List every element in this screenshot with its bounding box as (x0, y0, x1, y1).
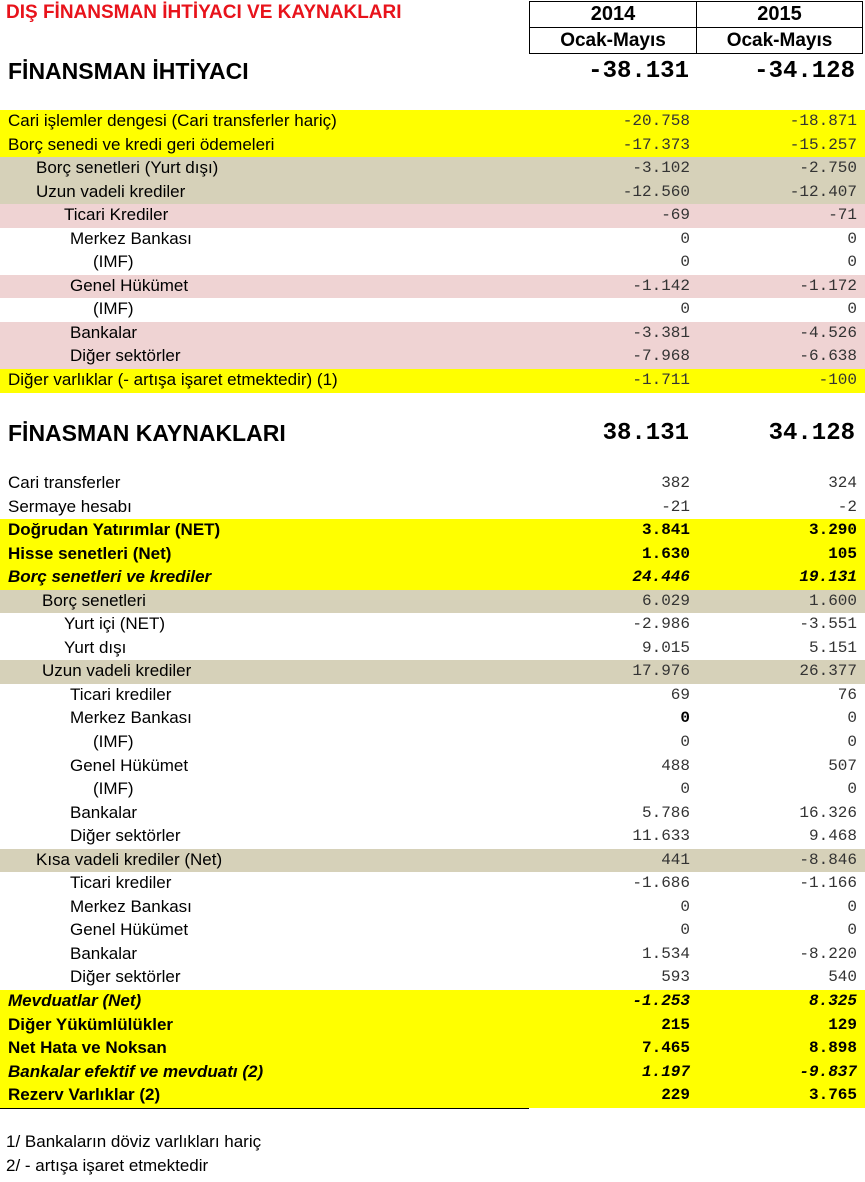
value-2014: 5.786 (641, 803, 690, 822)
value-2015: -12.407 (789, 182, 857, 201)
value-2014: -1.711 (632, 371, 690, 390)
section-total-2014: -38.131 (588, 58, 689, 85)
value-2014: 441 (661, 850, 690, 869)
column-year-2014: 2014 (529, 1, 697, 28)
footnote-2: 2/ - artışa işaret etmektedir (6, 1156, 209, 1175)
table-row (0, 802, 865, 826)
row-label: (IMF) (93, 732, 134, 752)
table-row (0, 731, 865, 755)
row-label: Net Hata ve Noksan (8, 1038, 167, 1058)
value-2014: 17.976 (632, 662, 690, 681)
section-title: FİNANSMAN İHTİYACI (8, 58, 249, 84)
value-2014: -12.560 (622, 182, 690, 201)
row-label: Genel Hükümet (70, 920, 189, 940)
value-2014: -69 (661, 206, 690, 225)
report-title: DIŞ FİNANSMAN İHTİYACI VE KAYNAKLARI (6, 2, 402, 23)
row-label: (IMF) (93, 299, 134, 319)
row-label: Bankalar efektif ve mevduatı (2) (8, 1061, 264, 1081)
value-2014: 6.029 (641, 591, 690, 610)
row-label: Cari transferler (8, 473, 121, 492)
table-row (0, 660, 865, 684)
value-2014: -7.968 (632, 347, 690, 366)
value-2015: 8.325 (808, 992, 857, 1011)
table-row (0, 1061, 865, 1085)
value-2015: 0 (847, 709, 857, 728)
value-2014: -2.986 (632, 615, 690, 634)
value-2015: 0 (847, 300, 857, 319)
value-2015: -3.551 (799, 615, 857, 634)
table-row (0, 943, 865, 967)
value-2015: -100 (818, 371, 857, 390)
value-2014: 382 (661, 474, 690, 492)
value-2014: 0 (680, 733, 690, 752)
table-row (0, 204, 865, 228)
value-2014: 0 (680, 709, 690, 728)
value-2014: 0 (680, 780, 690, 799)
value-2014: 215 (661, 1015, 690, 1034)
value-2014: -1.686 (632, 874, 690, 893)
value-2014: 1.534 (641, 944, 690, 963)
row-label: Hisse senetleri (Net) (8, 543, 172, 563)
financing-need-header (8, 58, 865, 88)
column-period-2015: Ocak-Mayıs (696, 27, 863, 54)
value-2015: -15.257 (789, 135, 857, 154)
value-2015: 105 (828, 544, 857, 563)
row-label: Genel Hükümet (70, 275, 189, 295)
financing-sources-header (8, 420, 865, 450)
table-row (0, 496, 865, 520)
table-row (0, 778, 865, 802)
footnote-divider (0, 1108, 529, 1109)
value-2015: -8.220 (799, 944, 857, 963)
row-label: Bankalar (70, 322, 138, 342)
section-total-2015: 34.128 (768, 420, 855, 447)
value-2015: 129 (828, 1015, 857, 1034)
row-label: Genel Hükümet (70, 755, 189, 775)
row-label: Bankalar (70, 802, 138, 822)
value-2014: 3.841 (641, 521, 690, 540)
value-2014: -20.758 (622, 112, 690, 130)
table-row (0, 590, 865, 614)
row-label: Doğrudan Yatırımlar (NET) (8, 520, 221, 540)
value-2014: 1.630 (641, 544, 690, 563)
value-2015: 9.468 (808, 827, 857, 846)
value-2015: 26.377 (799, 662, 857, 681)
row-label: (IMF) (93, 779, 134, 799)
value-2014: 0 (680, 921, 690, 940)
value-2014: -17.373 (622, 135, 690, 154)
value-2015: 3.290 (808, 521, 857, 540)
value-2014: 11.633 (632, 827, 690, 846)
table-row (0, 684, 865, 708)
table-row (0, 1084, 865, 1108)
table-row (0, 755, 865, 779)
value-2014: -21 (661, 497, 690, 516)
value-2015: -71 (828, 206, 857, 225)
value-2015: 5.151 (808, 638, 857, 657)
value-2015: 540 (828, 968, 857, 987)
table-row (0, 707, 865, 731)
table-row (0, 472, 865, 496)
row-label: Diğer varlıklar (- artışa işaret etmektedir) (1) (8, 370, 338, 390)
row-label: Merkez Bankası (70, 228, 192, 248)
row-label: Diğer sektörler (70, 826, 181, 846)
value-2014: 488 (661, 756, 690, 775)
row-label: Sermaye hesabı (8, 496, 132, 516)
value-2015: 0 (847, 229, 857, 248)
value-2015: -1.172 (799, 276, 857, 295)
value-2015: -6.638 (799, 347, 857, 366)
table-row (0, 228, 865, 252)
value-2015: -1.166 (799, 874, 857, 893)
row-label: Ticari krediler (70, 684, 172, 704)
value-2015: 1.600 (808, 591, 857, 610)
value-2015: -4.526 (799, 323, 857, 342)
row-label: Merkez Bankası (70, 896, 192, 916)
value-2015: 0 (847, 733, 857, 752)
table-row (0, 966, 865, 990)
value-2015: 0 (847, 897, 857, 916)
value-2015: -2 (837, 497, 857, 516)
section-title: FİNASMAN KAYNAKLARI (8, 420, 286, 446)
table-row (0, 519, 865, 543)
value-2014: 0 (680, 253, 690, 272)
value-2015: 0 (847, 253, 857, 272)
table-row (0, 1037, 865, 1061)
row-label: Mevduatlar (Net) (8, 991, 142, 1011)
row-label: Ticari krediler (70, 873, 172, 893)
table-row (0, 990, 865, 1014)
row-label: Borç senedi ve kredi geri ödemeleri (8, 134, 275, 154)
value-2014: 9.015 (641, 638, 690, 657)
table-row (0, 110, 865, 134)
value-2015: -18.871 (789, 112, 857, 130)
value-2014: 0 (680, 897, 690, 916)
table-row (0, 825, 865, 849)
value-2014: -1.142 (632, 276, 690, 295)
table-row (0, 134, 865, 158)
row-label: Rezerv Varlıklar (2) (8, 1085, 161, 1105)
table-row (0, 543, 865, 567)
row-label: Borç senetleri (42, 590, 146, 610)
row-label: Diğer sektörler (70, 967, 181, 987)
value-2014: 24.446 (632, 568, 690, 587)
financing-need-table (0, 110, 865, 393)
value-2015: -8.846 (799, 850, 857, 869)
value-2014: -3.102 (632, 159, 690, 178)
row-label: Kısa vadeli krediler (Net) (36, 849, 223, 869)
table-row (0, 251, 865, 275)
row-label: Yurt içi (NET) (64, 614, 166, 634)
row-label: Borç senetleri (Yurt dışı) (36, 158, 219, 178)
value-2015: -9.837 (799, 1062, 857, 1081)
row-label: Diğer Yükümlülükler (8, 1014, 174, 1034)
table-row (0, 1014, 865, 1038)
value-2015: 19.131 (799, 568, 857, 587)
section-total-2014: 38.131 (602, 420, 689, 447)
row-label: Merkez Bankası (70, 708, 192, 728)
table-row (0, 157, 865, 181)
row-label: Ticari Krediler (64, 205, 169, 225)
table-row (0, 298, 865, 322)
value-2015: -2.750 (799, 159, 857, 178)
financing-sources-table (0, 472, 865, 1108)
row-label: Yurt dışı (64, 637, 127, 657)
row-label: Bankalar (70, 943, 138, 963)
table-row (0, 849, 865, 873)
value-2014: 1.197 (641, 1062, 690, 1081)
table-row (0, 613, 865, 637)
value-2015: 16.326 (799, 803, 857, 822)
value-2014: 0 (680, 229, 690, 248)
column-period-2014: Ocak-Mayıs (529, 27, 697, 54)
table-row (0, 637, 865, 661)
value-2014: 0 (680, 300, 690, 319)
table-row (0, 872, 865, 896)
value-2015: 76 (837, 685, 857, 704)
row-label: Uzun vadeli krediler (36, 181, 186, 201)
row-label: Uzun vadeli krediler (42, 661, 192, 681)
table-row (0, 322, 865, 346)
row-label: (IMF) (93, 252, 134, 272)
column-year-2015: 2015 (696, 1, 863, 28)
table-row (0, 345, 865, 369)
table-row (0, 896, 865, 920)
value-2015: 507 (828, 756, 857, 775)
table-row (0, 566, 865, 590)
value-2015: 8.898 (808, 1039, 857, 1058)
value-2015: 3.765 (808, 1086, 857, 1105)
value-2015: 0 (847, 780, 857, 799)
footnote-1: 1/ Bankaların döviz varlıkları hariç (6, 1132, 262, 1151)
table-row (0, 181, 865, 205)
value-2014: -1.253 (632, 992, 690, 1011)
value-2014: -3.381 (632, 323, 690, 342)
row-label: Cari işlemler dengesi (Cari transferler hariç) (8, 111, 337, 130)
value-2015: 324 (828, 474, 857, 492)
table-row (0, 919, 865, 943)
value-2014: 229 (661, 1086, 690, 1105)
table-row (0, 369, 865, 393)
row-label: Diğer sektörler (70, 346, 181, 366)
row-label: Borç senetleri ve krediler (8, 567, 212, 587)
table-row (0, 275, 865, 299)
value-2014: 69 (670, 685, 690, 704)
section-total-2015: -34.128 (754, 58, 855, 85)
value-2014: 593 (661, 968, 690, 987)
value-2015: 0 (847, 921, 857, 940)
value-2014: 7.465 (641, 1039, 690, 1058)
